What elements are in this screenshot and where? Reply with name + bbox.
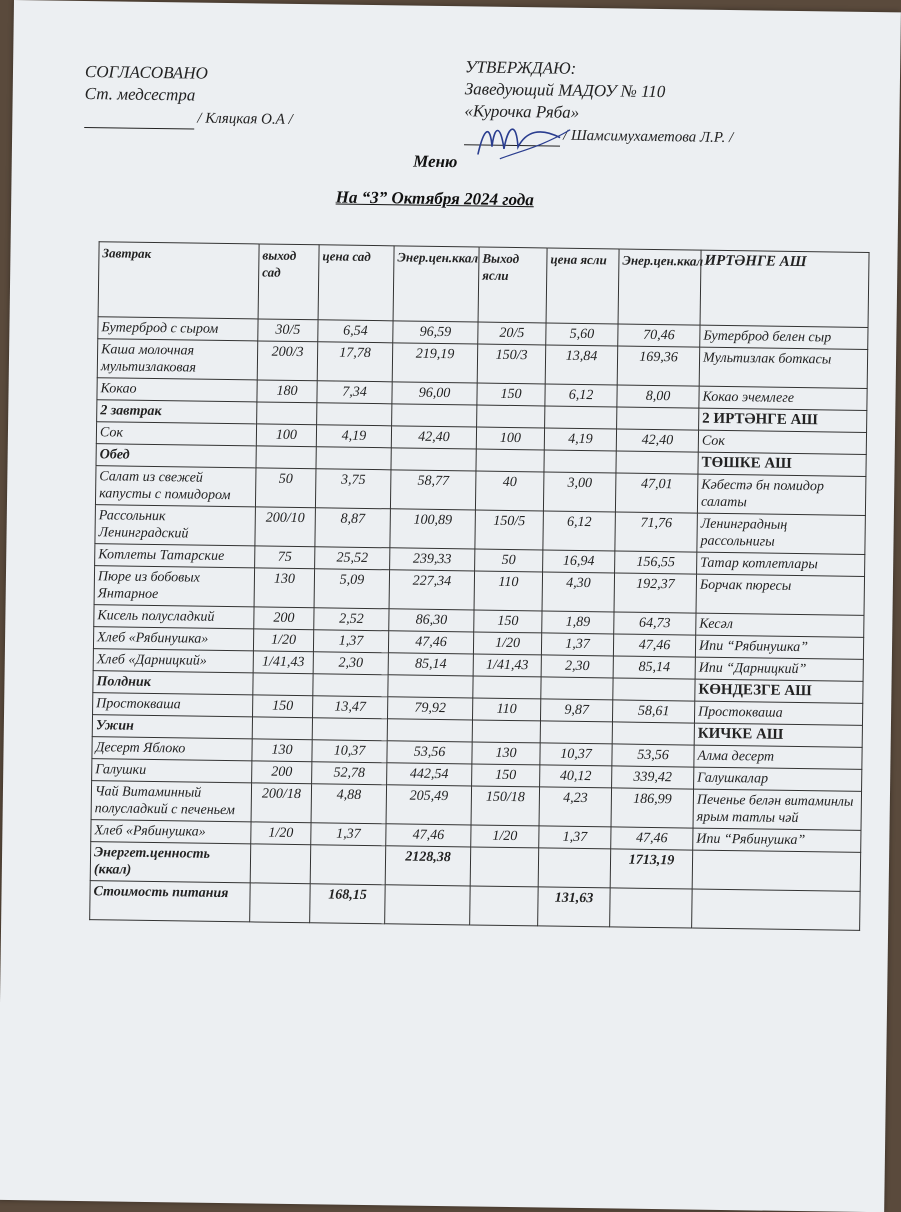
price-yasli: 3,00: [543, 472, 616, 512]
portion-sad: 150: [253, 695, 313, 718]
dish-name: Рассольник Ленинградский: [95, 505, 256, 546]
price-yasli: 4,19: [544, 428, 616, 451]
portion-sad: 200/10: [255, 507, 316, 547]
empty-cell: [470, 886, 539, 926]
price-yasli: 40,12: [540, 765, 612, 788]
energy-sad: 47,46: [388, 631, 473, 654]
portion-yasli: 1/41,43: [473, 654, 541, 677]
portion-sad: 130: [252, 739, 312, 762]
empty-cell: [250, 883, 311, 923]
table-header-row: [98, 242, 869, 328]
empty-cell: [385, 885, 471, 925]
price-sad: 7,34: [317, 381, 392, 404]
empty-cell: [477, 405, 545, 428]
empty-cell: [252, 717, 312, 740]
empty-cell: [541, 677, 613, 700]
dish-name: Хлеб «Рябинушка»: [91, 820, 251, 844]
price-sad: 1,37: [313, 630, 388, 653]
portion-yasli: 150: [472, 764, 540, 787]
empty-cell: [253, 673, 313, 696]
dish-name: Галушки: [92, 759, 252, 783]
price-yasli: 10,37: [540, 743, 612, 766]
price-sad: 1,37: [311, 823, 386, 846]
energy-yasli: 71,76: [615, 512, 698, 552]
agreed-block: [84, 61, 293, 131]
signature-line: [84, 111, 194, 130]
column-header: Энер.цен.ккал: [618, 249, 701, 325]
section-label: 2 завтрак: [97, 400, 257, 424]
total-label: Стоимость питания: [90, 881, 251, 922]
portion-yasli: 40: [475, 471, 544, 511]
portion-sad: 200: [252, 761, 312, 784]
empty-cell: [310, 845, 386, 885]
portion-yasli: 150/5: [475, 510, 544, 550]
portion-sad: 30/5: [258, 319, 318, 342]
agreed-label: СОГЛАСОВАНО: [84, 61, 208, 83]
energy-yasli: 8,00: [617, 385, 699, 408]
price-yasli: 5,60: [546, 323, 618, 346]
section-label-tatar: ТӨШКЕ АШ: [698, 452, 866, 476]
energy-sad: 219,19: [392, 343, 478, 383]
dish-name-tatar: Ипи “Дарницкий”: [695, 657, 863, 681]
energy-sad: 96,59: [393, 321, 478, 344]
empty-cell: [616, 451, 698, 474]
empty-cell: [545, 406, 617, 429]
energy-sad: 58,77: [390, 470, 476, 510]
energy-sad: 239,33: [390, 548, 475, 571]
dish-name: Хлеб «Дарницкий»: [93, 649, 253, 673]
portion-sad: 180: [257, 380, 317, 403]
portion-yasli: 130: [472, 742, 540, 765]
price-yasli: 1,37: [541, 633, 613, 656]
empty-cell: [316, 447, 391, 470]
dish-name: Кокао: [97, 378, 257, 402]
price-sad: 10,37: [312, 740, 387, 763]
price-yasli: 13,84: [545, 345, 618, 385]
dish-name-tatar: Алма десерт: [694, 745, 862, 769]
empty-cell: [472, 720, 540, 743]
dish-name-tatar: Мультизлак боткасы: [699, 347, 868, 388]
dish-name-tatar: Галушкалар: [694, 767, 862, 791]
agreed-name: / Кляцкая О.А /: [197, 110, 293, 128]
empty-cell: [544, 450, 616, 473]
portion-sad: 200/3: [257, 341, 318, 381]
energy-sad: 79,92: [388, 697, 473, 720]
page-title: Меню: [413, 151, 458, 172]
portion-yasli: 20/5: [478, 322, 546, 345]
price-sad: 2,52: [314, 608, 389, 631]
price-yasli: 4,23: [539, 787, 612, 827]
empty-cell: [540, 721, 612, 744]
dish-name: Хлеб «Рябинушка»: [93, 627, 253, 651]
empty-cell: [470, 847, 539, 887]
price-yasli: 1,37: [539, 826, 611, 849]
dish-name: Котлеты Татарские: [95, 544, 255, 568]
empty-cell: [388, 675, 473, 698]
empty-cell: [613, 678, 695, 701]
portion-yasli: 110: [472, 698, 540, 721]
energy-yasli: 64,73: [614, 612, 696, 635]
section-label: Ужин: [92, 715, 252, 739]
dish-name: Пюре из бобовых Янтарное: [94, 566, 255, 607]
agreed-role: Ст. медсестра: [84, 83, 196, 105]
dish-name-tatar: Борчак пюресы: [696, 574, 865, 615]
portion-yasli: 1/20: [473, 632, 541, 655]
portion-yasli: 150: [474, 610, 542, 633]
energy-yasli: 58,61: [612, 700, 694, 723]
price-sad: 3,75: [315, 469, 391, 509]
dish-name: Кисель полусладкий: [94, 605, 254, 629]
dish-name-tatar: Кесәл: [696, 613, 864, 637]
energy-sad: 96,00: [392, 382, 477, 405]
empty-cell: [612, 722, 694, 745]
total-label: Энергет.ценность (ккал): [90, 842, 251, 883]
price-yasli: 6,12: [545, 384, 617, 407]
dish-name-tatar: Бутерброд белен сыр: [700, 325, 868, 349]
dish-name-tatar: Простокваша: [694, 701, 862, 725]
portion-sad: 1/41,43: [253, 651, 313, 674]
portion-yasli: 150/18: [471, 786, 540, 826]
empty-cell: [473, 676, 541, 699]
dish-name: Простокваша: [93, 693, 253, 717]
price-yasli: 1,89: [542, 611, 614, 634]
price-sad: 5,09: [314, 569, 390, 609]
energy-yasli: 47,46: [611, 827, 693, 850]
approve-label: УТВЕРЖДАЮ:: [464, 57, 577, 78]
menu-table: [89, 241, 869, 931]
energy-sad: 227,34: [389, 570, 475, 610]
column-header: Энер.цен.ккал: [393, 246, 479, 322]
dish-name-tatar: Сок: [698, 430, 866, 454]
price-yasli: 2,30: [541, 655, 613, 678]
energy-yasli: 42,40: [616, 429, 698, 452]
empty-cell: [692, 850, 861, 891]
energy-yasli: 53,56: [612, 744, 694, 767]
empty-cell: [312, 718, 387, 741]
total-sad: 2128,38: [385, 846, 471, 886]
price-sad: 13,47: [313, 696, 388, 719]
column-header: Выход ясли: [478, 247, 547, 323]
dish-name-tatar: Кәбестә бн помидор салаты: [697, 474, 866, 515]
price-sad: 25,52: [315, 547, 390, 570]
empty-cell: [250, 844, 311, 884]
energy-sad: 442,54: [387, 763, 472, 786]
portion-sad: 1/20: [251, 822, 311, 845]
total-sad: 168,15: [310, 884, 386, 924]
dish-name: Каша молочная мультизлаковая: [97, 339, 258, 380]
column-header: ИРТӘНГЕ АШ: [700, 250, 869, 327]
portion-sad: 200: [254, 607, 314, 630]
energy-yasli: 70,46: [618, 324, 700, 347]
price-sad: 6,54: [318, 320, 393, 343]
empty-cell: [617, 407, 699, 430]
price-sad: 4,88: [311, 784, 387, 824]
portion-yasli: 1/20: [471, 825, 539, 848]
dish-name-tatar: Татар котлетлары: [697, 552, 865, 576]
dish-name: Бутерброд с сыром: [98, 317, 258, 341]
empty-cell: [256, 446, 316, 469]
column-header: цена ясли: [546, 248, 619, 324]
energy-yasli: 339,42: [612, 766, 694, 789]
section-label-tatar: КӨНДЕЗГЕ АШ: [695, 679, 863, 703]
section-label: Обед: [96, 444, 256, 468]
price-sad: 17,78: [317, 342, 393, 382]
dish-name: Чай Витаминный полусладкий с печеньем: [91, 781, 252, 822]
column-header: цена сад: [318, 245, 394, 321]
price-sad: 2,30: [313, 652, 388, 675]
date-line: На “3” Октября 2024 года: [335, 187, 534, 210]
energy-yasli: 85,14: [613, 656, 695, 679]
approve-org: «Курочка Ряба»: [464, 101, 580, 122]
column-header: Завтрак: [98, 242, 259, 319]
energy-yasli: 169,36: [617, 346, 700, 386]
dish-name-tatar: Ипи “Рябинушка”: [693, 828, 861, 852]
portion-sad: 130: [254, 568, 315, 608]
energy-sad: 100,89: [390, 509, 476, 549]
portion-sad: 200/18: [251, 783, 312, 823]
empty-cell: [392, 404, 477, 427]
energy-yasli: 156,55: [615, 551, 697, 574]
empty-cell: [317, 403, 392, 426]
energy-sad: 86,30: [389, 609, 474, 632]
energy-sad: 85,14: [388, 653, 473, 676]
empty-cell: [610, 888, 693, 928]
energy-yasli: 47,46: [613, 634, 695, 657]
empty-cell: [476, 449, 544, 472]
energy-yasli: 47,01: [615, 473, 698, 513]
portion-sad: 75: [255, 546, 315, 569]
energy-yasli: 192,37: [614, 573, 697, 613]
dish-name-tatar: Печенье белән витаминлы ярым татлы чәй: [693, 789, 862, 830]
price-sad: 52,78: [312, 762, 387, 785]
dish-name: Салат из свежей капусты с помидором: [95, 466, 256, 507]
price-yasli: 6,12: [543, 511, 616, 551]
portion-yasli: 100: [476, 427, 544, 450]
section-label-tatar: 2 ИРТӘНГЕ АШ: [699, 408, 867, 432]
energy-sad: 42,40: [391, 426, 476, 449]
price-yasli: 9,87: [540, 699, 612, 722]
price-sad: 8,87: [315, 508, 391, 548]
dish-name-tatar: Ленинградның рассольнигы: [697, 513, 866, 554]
section-label-tatar: КИЧКЕ АШ: [694, 723, 862, 747]
menu-table-body: [90, 242, 869, 931]
portion-yasli: 150: [477, 383, 545, 406]
total-yasli: 1713,19: [610, 849, 693, 889]
energy-sad: 205,49: [386, 785, 472, 825]
portion-yasli: 50: [475, 549, 543, 572]
empty-cell: [391, 448, 476, 471]
approve-name: / Шамсимухаметова Л.Р. /: [563, 127, 734, 147]
column-header: выход сад: [258, 244, 319, 320]
empty-cell: [538, 848, 611, 888]
dish-name-tatar: Ипи “Рябинушка”: [695, 635, 863, 659]
approve-role: Заведующий МАДОУ № 110: [464, 79, 666, 102]
portion-sad: 50: [255, 468, 316, 508]
empty-cell: [313, 674, 388, 697]
dish-name-tatar: Кокао эчемлеге: [699, 386, 867, 410]
empty-cell: [692, 889, 861, 930]
price-sad: 4,19: [316, 425, 391, 448]
section-label: Полдник: [93, 671, 253, 695]
dish-name: Сок: [96, 422, 256, 446]
portion-sad: 100: [256, 424, 316, 447]
empty-cell: [387, 719, 472, 742]
price-yasli: 4,30: [542, 572, 615, 612]
price-yasli: 16,94: [543, 550, 615, 573]
dish-name: Десерт Яблоко: [92, 737, 252, 761]
energy-sad: 53,56: [387, 741, 472, 764]
energy-sad: 47,46: [386, 824, 471, 847]
empty-cell: [257, 402, 317, 425]
portion-yasli: 150/3: [477, 344, 546, 384]
energy-yasli: 186,99: [611, 788, 694, 828]
portion-sad: 1/20: [253, 629, 313, 652]
total-yasli: 131,63: [538, 887, 611, 927]
portion-yasli: 110: [474, 571, 543, 611]
